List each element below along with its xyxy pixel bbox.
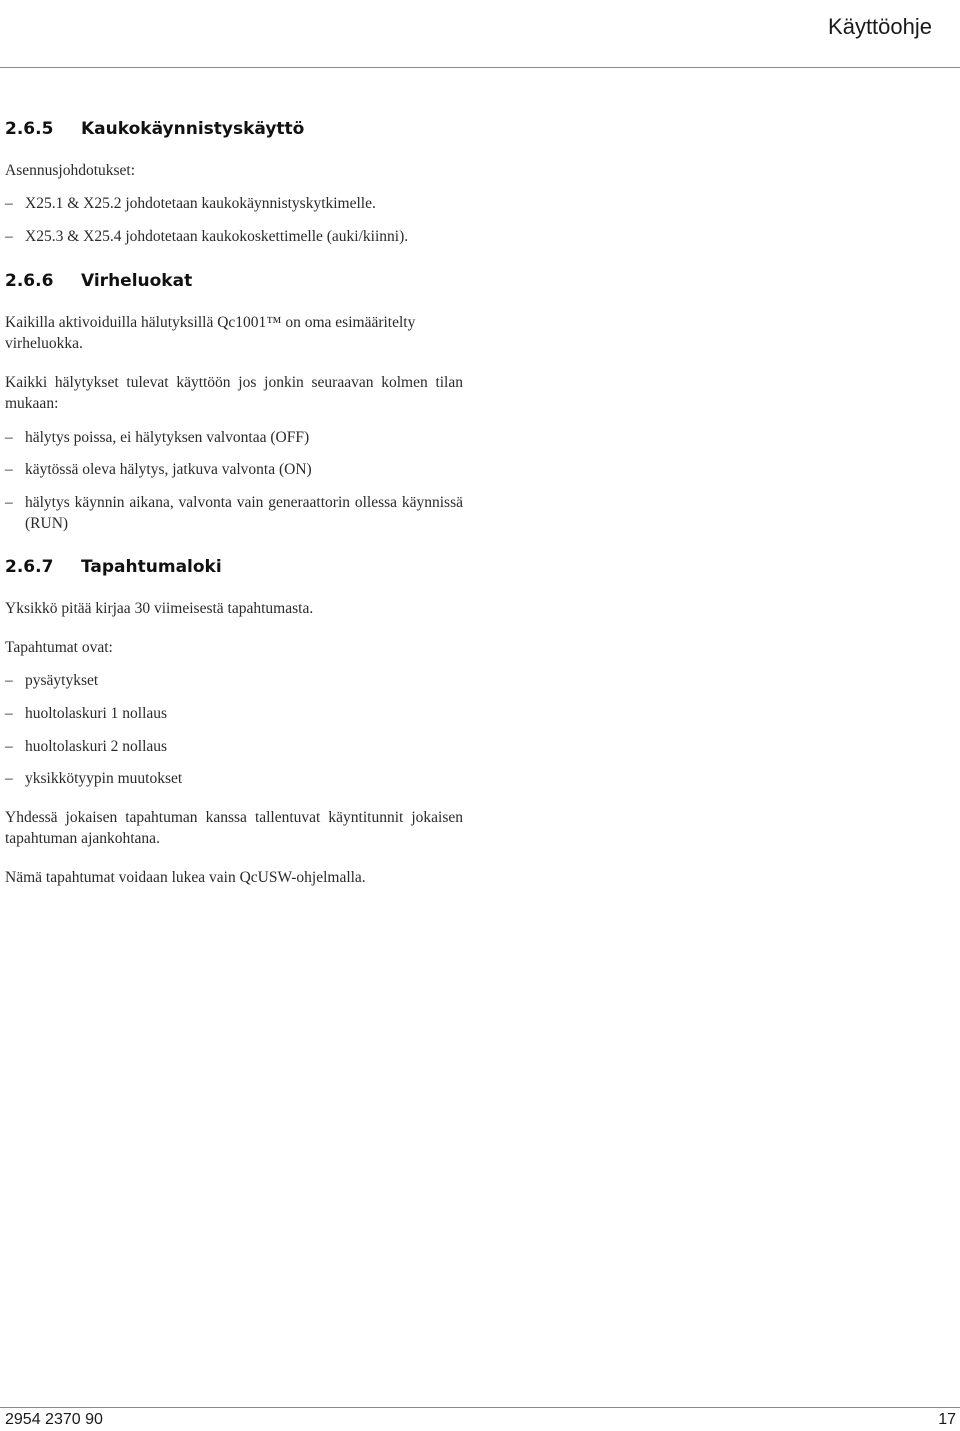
list-dash: –: [5, 770, 13, 787]
section-title: Kaukokäynnistyskäyttö: [81, 119, 305, 139]
list-item: [5, 427, 463, 448]
paragraph-events-intro: Tapahtumat ovat:: [5, 639, 113, 656]
header-divider: [0, 67, 960, 68]
list-item-text: huoltolaskuri 2 nollaus: [25, 738, 168, 755]
section-heading-2-6-5: [5, 119, 304, 139]
paragraph-alarm-states: Kaikki hälytykset tulevat käyttöön jos jonkin seuraavan kolmen tilan mukaan:: [5, 374, 463, 412]
list-dash: –: [5, 672, 13, 689]
list-item-text: hälytys käynnin aikana, valvonta vain generaattorin ollessa käynnissä (RUN): [25, 494, 463, 532]
section-number: 2.6.6: [5, 271, 54, 291]
document-number: 2954 2370 90: [5, 1411, 103, 1428]
list-item-text: käytössä oleva hälytys, jatkuva valvonta (ON): [25, 461, 312, 478]
section-heading-2-6-7: [5, 557, 222, 577]
list-dash: –: [5, 461, 13, 478]
section-title: Tapahtumaloki: [81, 557, 222, 577]
paragraph-error-classes: Kaikilla aktivoiduilla hälutyksillä Qc1001™ on oma esimääritelty virheluokka.: [5, 314, 416, 352]
footer-divider: [0, 1407, 960, 1408]
section-number: 2.6.5: [5, 119, 54, 139]
list-item: [5, 492, 463, 534]
list-item-text: yksikkötyypin muutokset: [25, 770, 183, 787]
document-title: Käyttöohje: [828, 14, 932, 39]
list-item: [5, 736, 463, 757]
list-item-text: hälytys poissa, ei hälytyksen valvontaa (OFF): [25, 429, 310, 446]
list-item: [5, 193, 463, 214]
list-item: [5, 703, 463, 724]
list-dash: –: [5, 705, 13, 722]
paragraph-runtime-hours: Yhdessä jokaisen tapahtuman kanssa tallentuvat käyntitunnit jokaisen tapahtuman ajankohtana.: [5, 809, 463, 847]
list-dash: –: [5, 494, 13, 511]
list-item: [5, 768, 463, 789]
list-item-text: pysäytykset: [25, 672, 99, 689]
page-number: 17: [938, 1411, 956, 1428]
section-title: Virheluokat: [81, 271, 193, 291]
list-dash: –: [5, 195, 13, 212]
paragraph-wiring-intro: Asennusjohdotukset:: [5, 162, 136, 179]
list-item-text: X25.3 & X25.4 johdotetaan kaukokoskettimelle (auki/kiinni).: [25, 228, 409, 245]
list-item: [5, 459, 463, 480]
paragraph-qcusw-software: Nämä tapahtumat voidaan lukea vain QcUSW-ohjelmalla.: [5, 869, 366, 886]
section-number: 2.6.7: [5, 557, 54, 577]
list-item: [5, 226, 463, 247]
list-dash: –: [5, 429, 13, 446]
section-heading-2-6-6: [5, 271, 192, 291]
list-item: [5, 670, 463, 691]
list-dash: –: [5, 738, 13, 755]
list-item-text: huoltolaskuri 1 nollaus: [25, 705, 168, 722]
list-dash: –: [5, 228, 13, 245]
paragraph-event-log: Yksikkö pitää kirjaa 30 viimeisestä tapahtumasta.: [5, 600, 314, 617]
list-item-text: X25.1 & X25.2 johdotetaan kaukokäynnistyskytkimelle.: [25, 195, 376, 212]
